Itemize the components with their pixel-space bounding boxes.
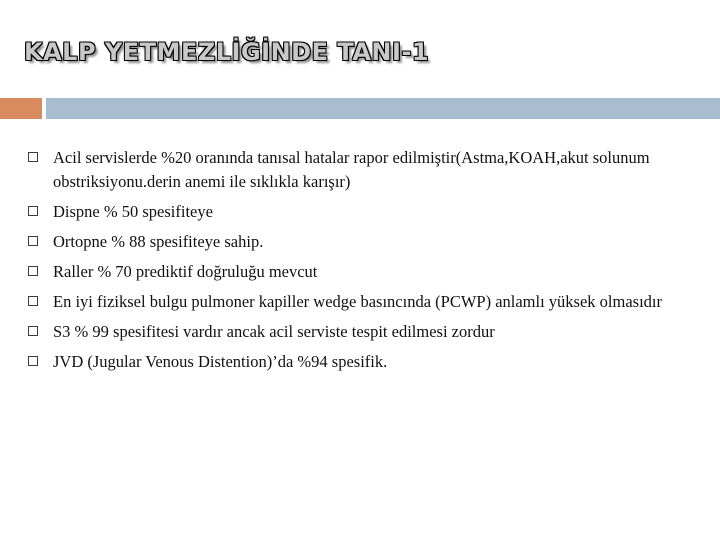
square-bullet-icon — [28, 152, 38, 162]
square-bullet-icon — [28, 326, 38, 336]
bullet-text: Dispne % 50 spesifiteye — [53, 202, 213, 221]
square-bullet-icon — [28, 206, 38, 216]
square-bullet-icon — [28, 356, 38, 366]
bullet-text: S3 % 99 spesifitesi vardır ancak acil serviste tespit edilmesi zordur — [53, 322, 495, 341]
bullet-text: JVD (Jugular Venous Distention)’da %94 spesifik. — [53, 352, 388, 371]
slide-title: KALP YETMEZLİĞİNDE TANI-1 — [24, 38, 430, 66]
bullet-item — [28, 320, 688, 344]
bullet-item — [28, 146, 688, 194]
square-bullet-icon — [28, 236, 38, 246]
square-bullet-icon — [28, 296, 38, 306]
bullet-text: En iyi fiziksel bulgu pulmoner kapiller wedge basıncında (PCWP) anlamlı yüksek olmasıdır — [53, 292, 663, 311]
square-bullet-icon — [28, 266, 38, 276]
bullet-text: Ortopne % 88 spesifiteye sahip. — [53, 232, 264, 251]
bullet-text: Raller % 70 prediktif doğruluğu mevcut — [53, 262, 318, 281]
accent-band — [0, 98, 42, 119]
bullet-item — [28, 290, 688, 314]
bullet-item — [28, 260, 688, 284]
bullet-text: Acil servislerde %20 oranında tanısal hatalar rapor edilmiştir(Astma,KOAH,akut solunum obstriksiyonu.derin anemi ile sıklıkla karışır) — [53, 148, 650, 191]
bullet-list — [28, 146, 688, 380]
bullet-item — [28, 200, 688, 224]
header-band — [46, 98, 720, 119]
bullet-item — [28, 230, 688, 254]
bullet-item — [28, 350, 688, 374]
